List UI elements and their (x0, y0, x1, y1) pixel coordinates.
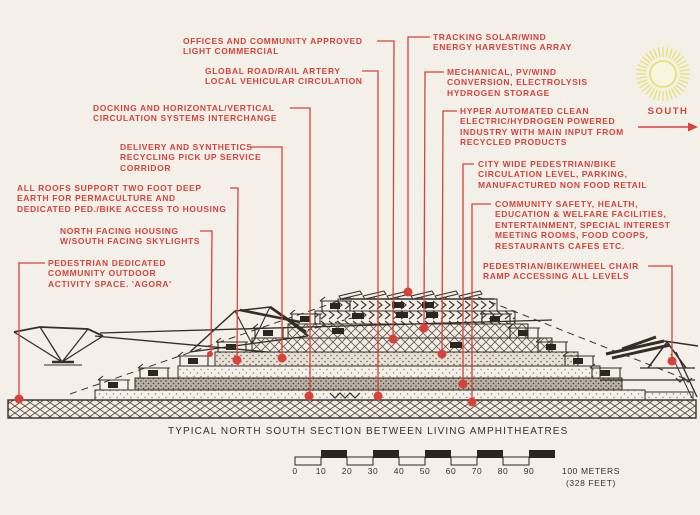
scale-end-label: 100 METERS (562, 466, 620, 476)
scale-tick: 0 (292, 466, 298, 476)
house-glyph (138, 364, 170, 378)
ground-band (8, 400, 696, 418)
rooftop-solar-array (339, 291, 494, 299)
annotation-line: ALL ROOFS SUPPORT TWO FOOT DEEP (17, 183, 202, 193)
annotation-line: CORRIDOR (120, 162, 172, 173)
house-glyph (98, 376, 130, 390)
annotation-line: DELIVERY AND SYNTHETICS (120, 142, 253, 152)
drawing-caption: TYPICAL NORTH SOUTH SECTION BETWEEN LIVING AMPHITHEATRES (168, 426, 569, 437)
scale-tick: 70 (471, 466, 483, 476)
leader-dot-community-facilities (468, 398, 477, 407)
leader-dot-agora (15, 395, 24, 404)
leader-dot-wheelchair-ramp (668, 357, 677, 366)
annotation-line: W/SOUTH FACING SKYLIGHTS (60, 236, 201, 247)
annotation-mechanical (447, 67, 588, 98)
leader-dot-tracking-array (404, 288, 413, 297)
scale-tick: 60 (445, 466, 457, 476)
annotation-line: CITY WIDE PEDESTRIAN/BIKE (478, 159, 617, 169)
annotation-line: COMMUNITY SAFETY, HEALTH, (495, 199, 639, 209)
annotation-line: OFFICES AND COMMUNITY APPROVED (183, 36, 363, 46)
scale-tick: 80 (497, 466, 509, 476)
annotation-line: MEETING ROOMS, FOOD COOPS, (495, 230, 649, 241)
annotation-line: RECYCLED PRODUCTS (460, 137, 568, 148)
annotation-line: DOCKING AND HORIZONTAL/VERTICAL (93, 103, 275, 113)
south-arrow (638, 123, 698, 132)
annotation-line: RAMP ACCESSING ALL LEVELS (483, 271, 630, 282)
annotation-line: PEDESTRIAN DEDICATED (48, 258, 167, 268)
south-direction-label: SOUTH (647, 106, 689, 117)
annotation-north-housing (60, 226, 200, 247)
annotation-community-facilities (495, 199, 671, 251)
leader-line-tracking-array (408, 37, 430, 289)
house-glyph (178, 352, 210, 366)
annotation-line: LOCAL VEHICULAR CIRCULATION (205, 76, 363, 87)
annotation-line: ENTERTAINMENT, SPECIAL INTEREST (495, 219, 671, 230)
annotation-line: COMMUNITY OUTDOOR (48, 268, 157, 279)
annotation-offices (183, 36, 363, 57)
annotation-line: HYPER AUTOMATED CLEAN (460, 106, 590, 116)
annotation-roofs-permaculture (17, 183, 227, 214)
annotation-line: CONVERSION, ELECTROLYSIS (447, 77, 588, 88)
annotation-line: INDUSTRY WITH MAIN INPUT FROM (460, 126, 624, 137)
annotation-city-circulation (478, 159, 647, 190)
leader-dot-mechanical (420, 324, 429, 333)
annotation-line: CIRCULATION LEVEL, PARKING, (478, 169, 628, 180)
annotation-tracking-array (433, 32, 572, 53)
annotation-line: MECHANICAL, PV/WIND (447, 67, 557, 77)
leader-dot-offices (389, 335, 398, 344)
annotation-docking (93, 103, 277, 124)
scale-bar (295, 450, 555, 465)
annotation-line: TRACKING SOLAR/WIND (433, 32, 547, 42)
annotation-line: ENERGY HARVESTING ARRAY (433, 42, 572, 53)
annotation-line: HYDROGEN STORAGE (447, 87, 550, 98)
annotation-line: CIRCULATION SYSTEMS INTERCHANGE (93, 113, 278, 124)
scale-tick: 90 (523, 466, 535, 476)
leader-dot-global-road-rail (374, 392, 383, 401)
annotation-line: RESTAURANTS CAFES ETC. (495, 240, 625, 251)
annotation-line: LIGHT COMMERCIAL (183, 46, 280, 57)
annotation-line: ACTIVITY SPACE. 'AGORA' (48, 278, 172, 289)
scale-tick: 10 (315, 466, 327, 476)
annotation-agora (48, 258, 172, 289)
leader-dot-roofs-permaculture (233, 356, 242, 365)
leader-dot-city-circulation (459, 380, 468, 389)
terraced-structure (95, 299, 693, 400)
annotation-line: DEDICATED PED./BIKE ACCESS TO HOUSING (17, 203, 227, 214)
scale-tick: 40 (393, 466, 405, 476)
annotation-global-road-rail (205, 66, 363, 87)
annotation-line: EARTH FOR PERMACULTURE AND (17, 193, 176, 204)
annotation-hyper-industry (460, 106, 624, 148)
sun-icon (636, 47, 690, 101)
annotation-line: GLOBAL ROAD/RAIL ARTERY (205, 66, 341, 76)
leader-dot-delivery (278, 354, 287, 363)
annotation-delivery (120, 142, 261, 173)
scale-tick: 50 (419, 466, 431, 476)
leader-line-mechanical (424, 72, 444, 325)
scale-sub-label: (328 FEET) (566, 478, 616, 488)
leader-dot-hyper-industry (438, 350, 447, 359)
annotation-line: RECYCLING PICK UP SERVICE (120, 152, 262, 163)
leader-line-roofs-permaculture (230, 188, 238, 357)
annotation-line: EDUCATION & WELFARE FACILITIES, (495, 209, 667, 220)
leader-dot-docking (305, 392, 314, 401)
leader-dot-north-housing (207, 351, 213, 357)
annotation-line: PEDESTRIAN/BIKE/WHEEL CHAIR (483, 261, 639, 271)
leader-line-delivery (250, 147, 282, 355)
annotation-wheelchair-ramp (483, 261, 639, 282)
annotation-line: ELECTRIC/HYDROGEN POWERED (460, 116, 616, 127)
annotation-line: MANUFACTURED NON FOOD RETAIL (478, 179, 648, 190)
scale-tick: 30 (367, 466, 379, 476)
annotation-line: NORTH FACING HOUSING (60, 226, 179, 236)
scale-tick: 20 (341, 466, 353, 476)
